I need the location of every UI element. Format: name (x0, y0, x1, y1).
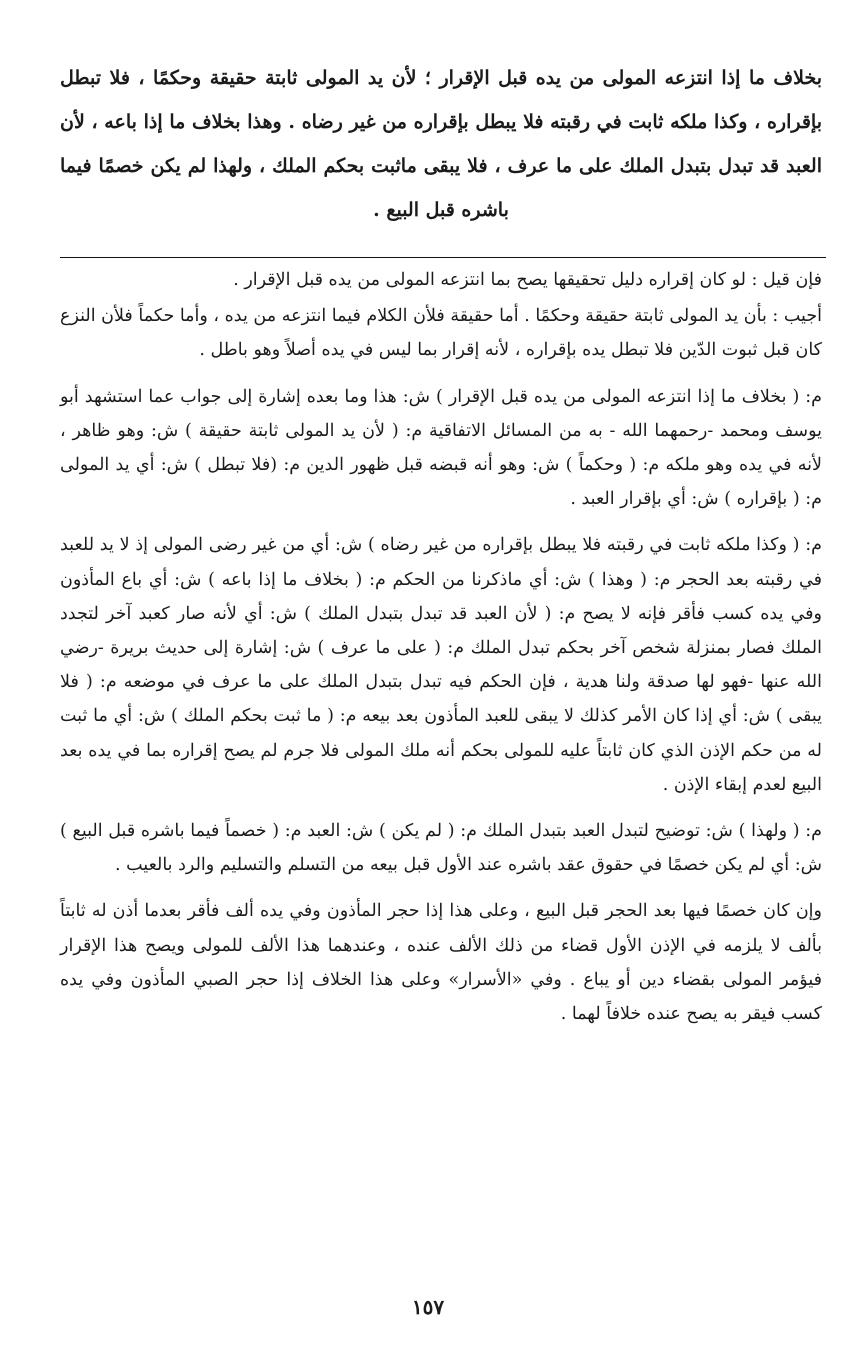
page-number: ١٥٧ (411, 1295, 445, 1319)
main-text-block: بخلاف ما إذا انتزعه المولى من يده قبل الإقرار ؛ لأن يد المولى ثابتة حقيقة وحكمًا ، فلا تبطل بإقراره ، وكذا ملكه ثابت في رقبته فلا يبطل بإقراره من غير رضاه . وهذا بخلاف ما إذا باعه ، لأن العبد قد تبدل بتبدل الملك على ما عرف ، فلا يبقى ماثبت بحكم الملك ، ولهذا لم يكن خصمًا فيما باشره قبل البيع . (60, 67, 822, 221)
commentary-paragraph-1: فإن قيل : لو كان إقراره دليل تحقيقها يصح بما انتزعه المولى من يده قبل الإقرار . (233, 270, 822, 290)
commentary-paragraph-5: م: ( ولهذا ) ش: توضيح لتبدل العبد بتبدل الملك م: ( لم يكن ) ش: العبد م: ( خصماً فيما باشره قبل البيع ) ش: أي لم يكن خصمًا في حقوق عقد باشره عند الأول قبل بيعه من التسلم والتسليم والرد بالعيب . (60, 821, 822, 876)
commentary-paragraph-4: م: ( وكذا ملكه ثابت في رقبته فلا يبطل بإقراره من غير رضاه ) ش: أي من غير رضى المولى إذ لا يد للعبد في رقبته بعد الحجر م: ( وهذا ) ش: أي ماذكرنا من الحكم م: ( بخلاف ما إذا باعه ) ش: أي باع المأذون وفي يده كسب فأقر فإنه لا يصح م: ( لأن العبد قد تبدل بتبدل الملك ) ش: أي لأنه صار كعبد آخر لتجدد الملك فصار بمنزلة شخص آخر بحكم تبدل الملك م: ( على ما عرف ) ش: إشارة إلى حديث بريرة -رضي الله عنها -فهو لها صدقة ولنا هدية ، فإن الحكم فيه تبدل بتبدل الملك على ما عرف في موضعه م: ( فلا يبقى ) ش: أي إذا كان الأمر كذلك لا يبقى للعبد المأذون بعد بيعه م: ( ما ثبت بحكم الملك ) ش: أي ما ثبت له من حكم الإذن الذي كان ثابتاً عليه للمولى بحكم أنه ملك المولى فلا جرم لم يصح إقراره بما في يده بعد البيع لعدم إبقاء الإذن . (60, 535, 822, 795)
commentary-paragraph-3: م: ( بخلاف ما إذا انتزعه المولى من يده قبل الإقرار ) ش: هذا وما بعده إشارة إلى جواب عما استشهد أبو يوسف ومحمد -رحمهما الله - به من المسائل الاتفاقية م: ( لأن يد المولى ثابتة حقيقة ) ش: وهو ظاهر ، لأنه في يده وهو ملكه م: ( وحكماً ) ش: وهو أنه قبضه قبل ظهور الدين م: (فلا تبطل ) ش: أي يد المولى م: ( بإقراره ) ش: أي بإقرار العبد . (60, 386, 822, 510)
commentary-block (60, 263, 822, 1031)
separator-rule (60, 257, 826, 258)
commentary-paragraph-6: وإن كان خصمًا فيها بعد الحجر قبل البيع ، وعلى هذا إذا حجر المأذون وفي يده ألف فأقر بعدما أذن له ثابتاً بألف لا يلزمه في الإذن الأول قضاء من ذلك الألف عنده ، وعندهما هذا الألف للمولى ويصح هذا الإقرار فيؤمر المولى بقضاء دين أو يباع . وفي «الأسرار» وعلى هذا الخلاف إذا حجر الصبي المأذون وفي يده كسب فيقر به يصح عنده خلافاً لهما . (60, 901, 822, 1025)
commentary-paragraph-2: أجيب : بأن يد المولى ثابتة حقيقة وحكمًا . أما حقيقة فلأن الكلام فيما انتزعه من يده ، وأما حكماً فلأن النزع كان قبل ثبوت الدّين فلا تبطل يده بإقراره ، لأنه إقرار بما ليس في يده أصلاً وهو باطل . (60, 306, 822, 361)
